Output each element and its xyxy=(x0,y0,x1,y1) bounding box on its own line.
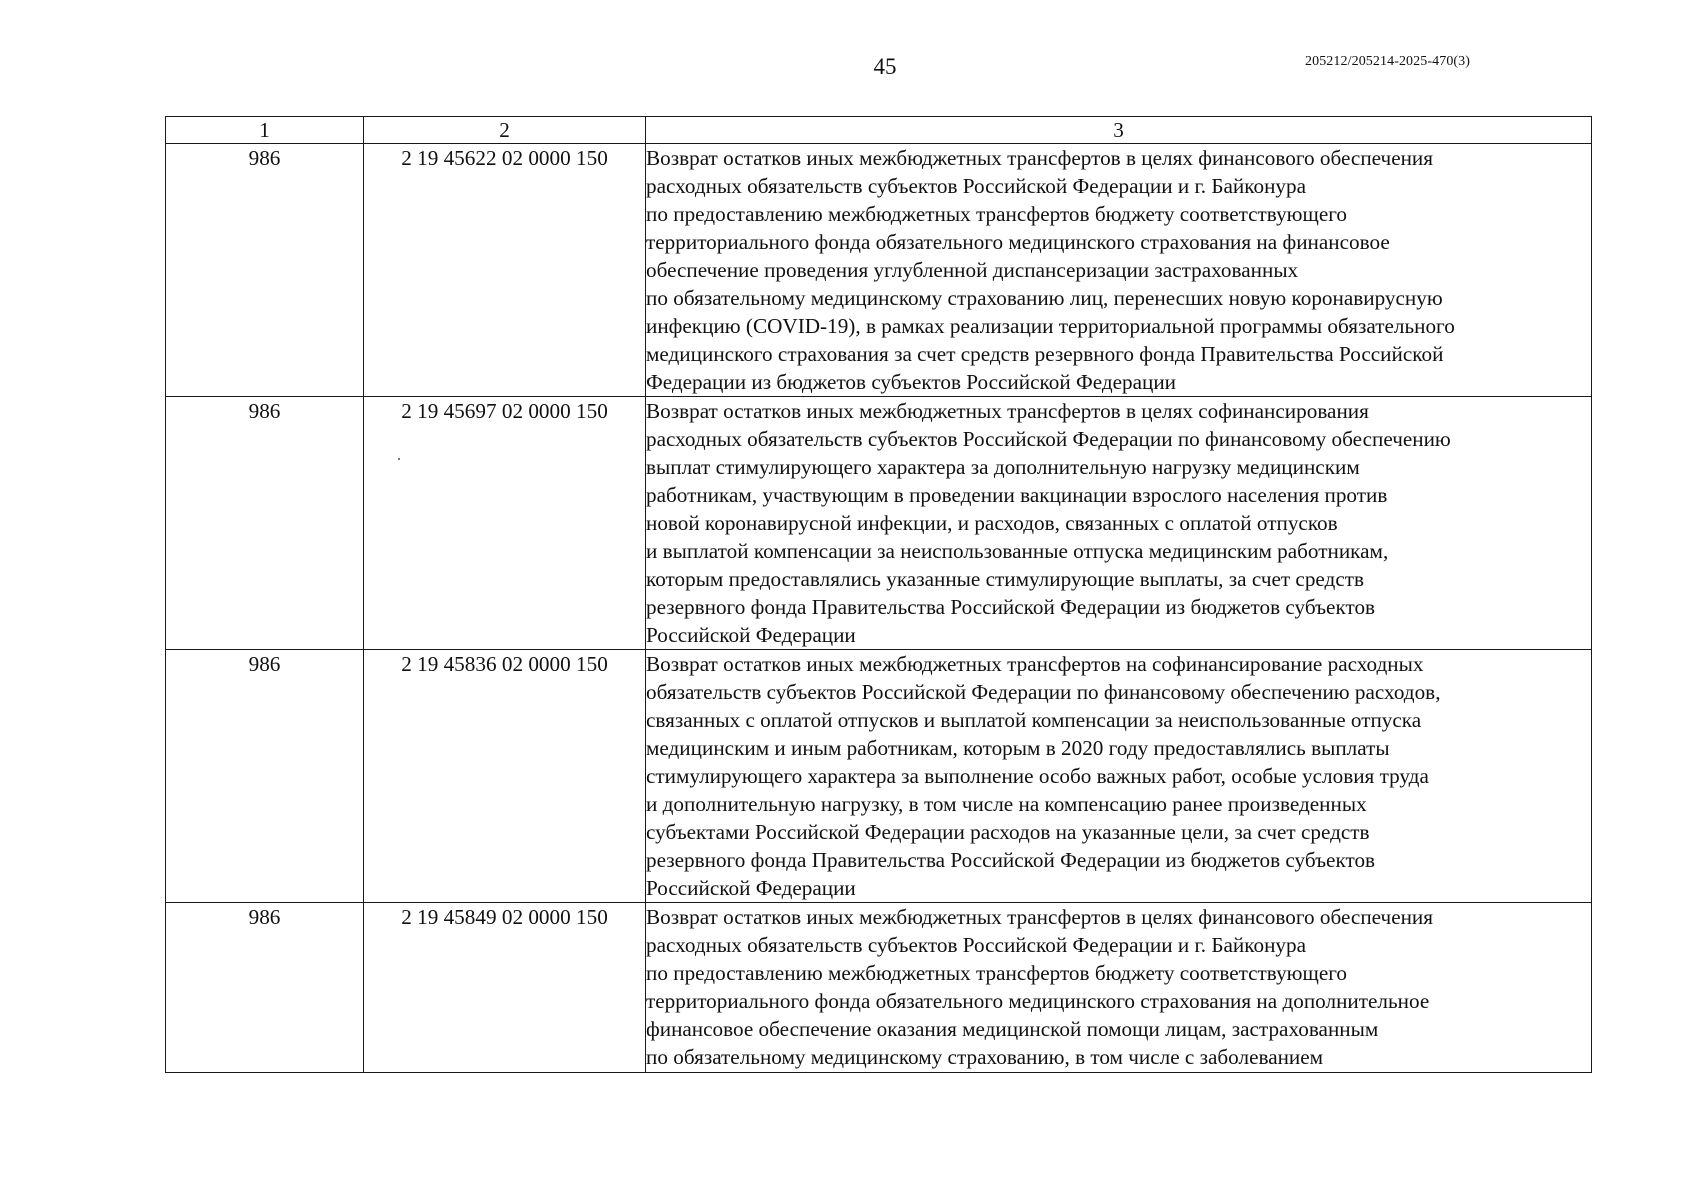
description-line: расходных обязательств субъектов Российской Федерации по финансовому обеспечению xyxy=(646,427,1451,451)
description-line: финансовое обеспечение оказания медицинской помощи лицам, застрахованным xyxy=(646,1017,1379,1041)
description-line: обязательств субъектов Российской Федерации по финансовому обеспечению расходов, xyxy=(646,680,1441,704)
description-line: Возврат остатков иных межбюджетных трансфертов в целях софинансирования xyxy=(646,399,1369,423)
description-line: Российской Федерации xyxy=(646,876,856,900)
description-line: Возврат остатков иных межбюджетных трансфертов на софинансирование расходных xyxy=(646,652,1424,676)
description-cell xyxy=(646,903,1592,1073)
description-line: и дополнительную нагрузку, в том числе на компенсацию ранее произведенных xyxy=(646,792,1367,816)
column-header-2: 2 xyxy=(364,117,646,144)
budget-classification-code-cell: 2 19 45836 02 0000 150 xyxy=(364,650,646,903)
description-line: связанных с оплатой отпусков и выплатой компенсации за неиспользованные отпуска xyxy=(646,708,1422,732)
description-line: Федерации из бюджетов субъектов Российской Федерации xyxy=(646,370,1177,394)
budget-classification-code-cell: 2 19 45849 02 0000 150 xyxy=(364,903,646,1073)
description-line: работникам, участвующим в проведении вакцинации взрослого населения против xyxy=(646,483,1388,507)
description-line: по предоставлению межбюджетных трансфертов бюджету соответствующего xyxy=(646,961,1347,985)
admin-code-cell: 986 xyxy=(166,397,364,650)
description-cell xyxy=(646,397,1592,650)
table-header-row xyxy=(166,117,1592,144)
description-line: медицинским и иным работникам, которым в 2020 году предоставлялись выплаты xyxy=(646,736,1390,760)
budget-classification-code-cell: 2 19 45622 02 0000 150 xyxy=(364,144,646,397)
document-reference: 205212/205214-2025-470(3) xyxy=(1305,54,1471,69)
description-line: инфекцию (COVID-19), в рамках реализации территориальной программы обязательного xyxy=(646,314,1455,338)
description-cell xyxy=(646,650,1592,903)
description-line: новой коронавирусной инфекции, и расходов, связанных с оплатой отпусков xyxy=(646,511,1338,535)
description-line: выплат стимулирующего характера за дополнительную нагрузку медицинским xyxy=(646,455,1360,479)
description-line: Российской Федерации xyxy=(646,623,856,647)
description-line: Возврат остатков иных межбюджетных трансфертов в целях финансового обеспечения xyxy=(646,905,1434,929)
description-line: расходных обязательств субъектов Российской Федерации и г. Байконура xyxy=(646,174,1307,198)
description-line: по обязательному медицинскому страхованию лиц, перенесших новую коронавирусную xyxy=(646,286,1443,310)
budget-codes-table xyxy=(165,116,1592,1073)
description-line: по предоставлению межбюджетных трансфертов бюджету соответствующего xyxy=(646,202,1347,226)
budget-classification-code-cell: 2 19 45697 02 0000 150 xyxy=(364,397,646,650)
table-row xyxy=(166,397,1592,650)
description-line: резервного фонда Правительства Российской Федерации из бюджетов субъектов xyxy=(646,595,1376,619)
admin-code-cell: 986 xyxy=(166,903,364,1073)
table-row xyxy=(166,903,1592,1073)
description-line: территориального фонда обязательного медицинского страхования на дополнительное xyxy=(646,989,1430,1013)
table-row xyxy=(166,144,1592,397)
description-cell xyxy=(646,144,1592,397)
page-number: 45 xyxy=(873,54,897,79)
description-line: стимулирующего характера за выполнение особо важных работ, особые условия труда xyxy=(646,764,1429,788)
description-line: субъектами Российской Федерации расходов на указанные цели, за счет средств xyxy=(646,820,1370,844)
description-line: Возврат остатков иных межбюджетных трансфертов в целях финансового обеспечения xyxy=(646,146,1434,170)
description-line: резервного фонда Правительства Российской Федерации из бюджетов субъектов xyxy=(646,848,1376,872)
table-row xyxy=(166,650,1592,903)
column-header-1: 1 xyxy=(166,117,364,144)
description-line: медицинского страхования за счет средств резервного фонда Правительства Российской xyxy=(646,342,1444,366)
description-line: обеспечение проведения углубленной диспансеризации застрахованных xyxy=(646,258,1299,282)
admin-code-cell: 986 xyxy=(166,144,364,397)
description-line: и выплатой компенсации за неиспользованные отпуска медицинским работникам, xyxy=(646,539,1389,563)
description-line: расходных обязательств субъектов Российской Федерации и г. Байконура xyxy=(646,933,1307,957)
description-line: территориального фонда обязательного медицинского страхования на финансовое xyxy=(646,230,1390,254)
admin-code-cell: 986 xyxy=(166,650,364,903)
column-header-3: 3 xyxy=(646,117,1592,144)
description-line: по обязательному медицинскому страхованию, в том числе с заболеванием xyxy=(646,1045,1324,1069)
description-line: которым предоставлялись указанные стимулирующие выплаты, за счет средств xyxy=(646,567,1365,591)
